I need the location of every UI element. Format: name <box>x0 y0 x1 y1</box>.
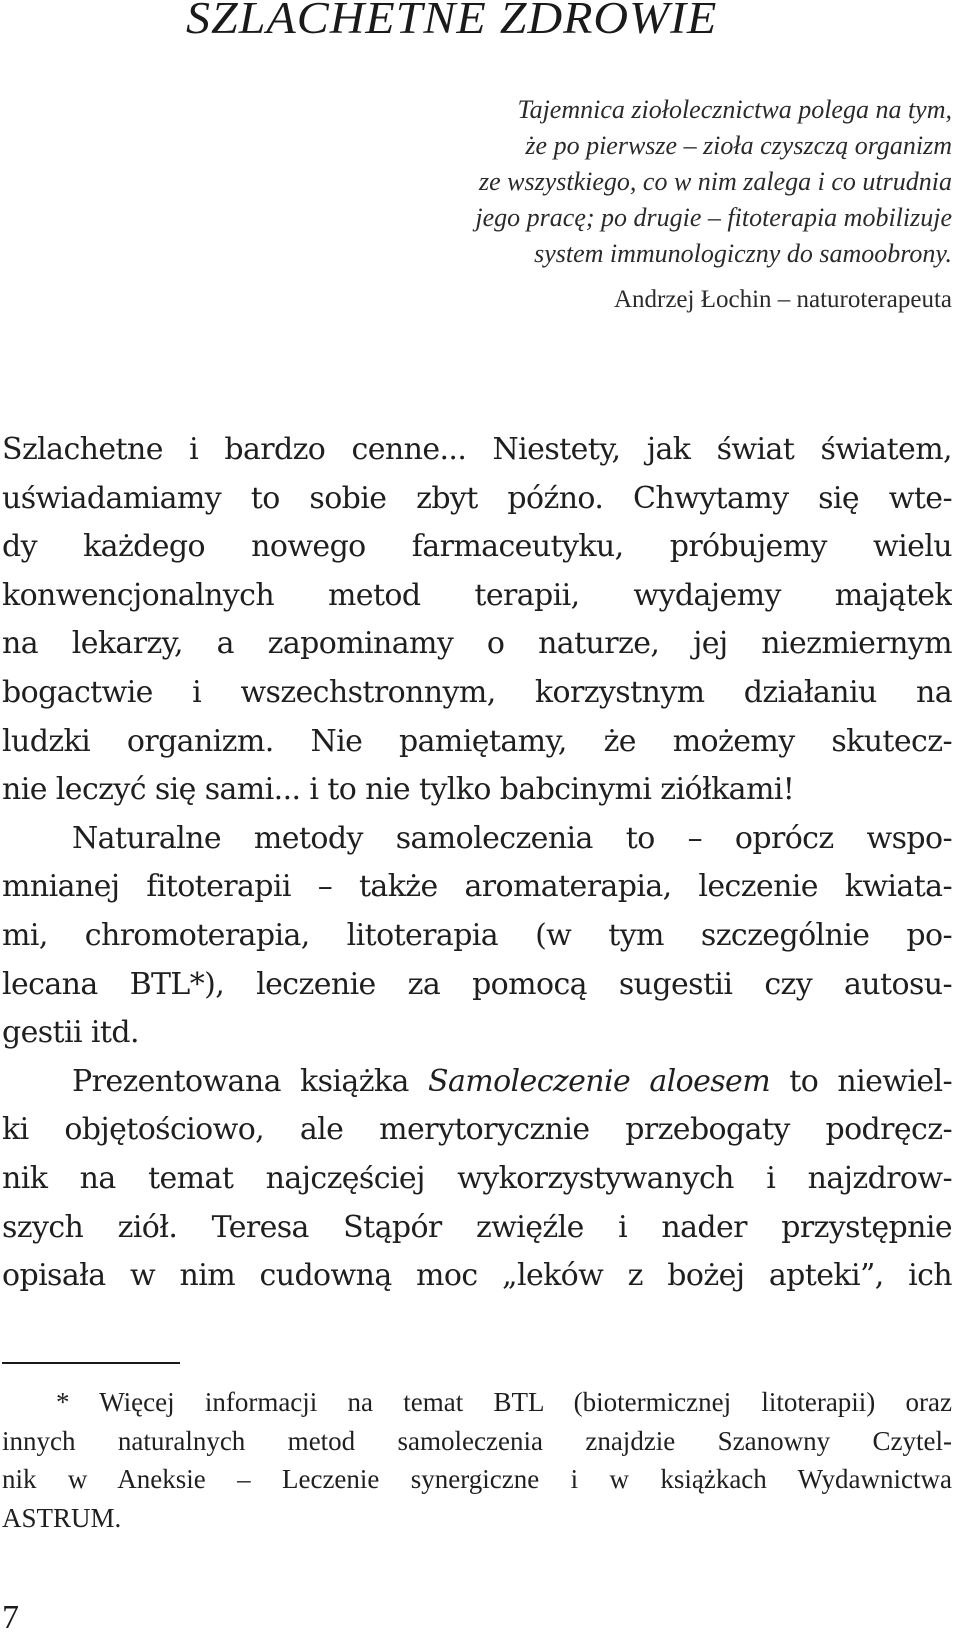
body-line: nik na temat najczęściej wykorzystywanych i najzdrow- <box>2 1160 952 1196</box>
body-line: ki objętościowo, ale merytorycznie przebogaty podręcz- <box>2 1112 952 1148</box>
epigraph <box>300 92 952 318</box>
epigraph-line: ze wszystkiego, co w nim zalega i co utrudnia <box>478 167 952 196</box>
footnote-line: nik w Aneksie – Leczenie synergiczne i w książkach Wydawnictwa <box>2 1464 952 1494</box>
footnote-line: ASTRUM. <box>2 1502 122 1533</box>
body-text <box>2 426 952 1301</box>
body-line: ludzki organizm. Nie pamiętamy, że możemy skutecz- <box>2 723 952 759</box>
body-line: nie leczyć się sami... i to nie tylko babcinymi ziółkami! <box>2 772 795 808</box>
body-line: Szlachetne i bardzo cenne... Niestety, jak świat światem, <box>2 432 952 467</box>
footnote-line: innych naturalnych metod samoleczenia znajdzie Szanowny Czytel- <box>2 1425 952 1456</box>
epigraph-line: system immunologiczny do samoobrony. <box>534 239 952 268</box>
footnote <box>2 1383 952 1537</box>
body-line: konwencjonalnych metod terapii, wydajemy majątek <box>2 577 952 613</box>
body-line: szych ziół. Teresa Stąpór zwięźle i nader przystępnie <box>2 1209 952 1245</box>
epigraph-line: jego pracę; po drugie – fitoterapia mobilizuje <box>475 203 952 232</box>
body-line: mi, chromoterapia, litoterapia (w tym szczególnie po- <box>2 917 952 953</box>
epigraph-author: Andrzej Łochin – naturoterapeuta <box>613 286 952 313</box>
page-number: 7 <box>2 1599 19 1636</box>
epigraph-line: Tajemnica ziołolecznictwa polega na tym, <box>517 95 952 124</box>
footnote-line: * Więcej informacji na temat BTL (biotermicznej litoterapii) oraz <box>56 1387 952 1417</box>
body-line: uświadamiamy to sobie zbyt późno. Chwytamy się wte- <box>2 480 952 516</box>
footnote-divider <box>2 1362 180 1364</box>
body-line: mnianej fitoterapii – także aromaterapia, leczenie kwiata- <box>2 869 952 905</box>
body-line: lecana BTL*), leczenie za pomocą sugestii czy autosu- <box>2 966 952 1002</box>
body-line <box>2 1058 952 1107</box>
epigraph-line: że po pierwsze – zioła czyszczą organizm <box>525 131 952 160</box>
chapter-title: SZLACHETNE ZDROWIE <box>186 0 718 44</box>
body-line: gestii itd. <box>2 1015 139 1051</box>
body-text-segment: Prezentowana książka <box>72 1063 409 1099</box>
body-line: Naturalne metody samoleczenia to – oprócz wspo- <box>72 820 952 856</box>
body-line: na lekarzy, a zapominamy o naturze, jej niezmiernym <box>2 626 952 662</box>
body-line: dy każdego nowego farmaceutyku, próbujemy wielu <box>2 529 952 565</box>
body-text-segment: to niewiel- <box>789 1063 952 1099</box>
body-line: bogactwie i wszechstronnym, korzystnym działaniu na <box>2 674 952 710</box>
book-title: Samoleczenie aloesem <box>428 1063 771 1099</box>
body-line: opisała w nim cudowną moc „leków z bożej apteki”, ich <box>2 1258 952 1294</box>
